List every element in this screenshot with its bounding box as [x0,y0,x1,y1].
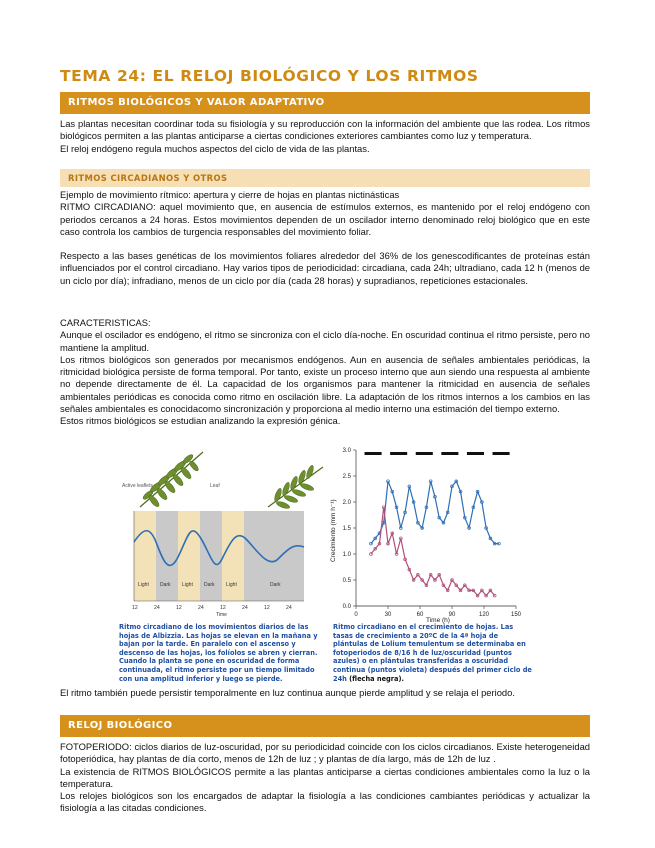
dark-period-bar [441,452,458,455]
x-axis-label: Time [216,612,227,617]
section-header-reloj-biologico: RELOJ BIOLÓGICO [60,715,590,737]
y-axis-label: Crecimiento (mm h⁻¹) [330,499,337,562]
band-label: Light [226,582,237,588]
reloj-text [60,741,590,815]
characteristics-text [60,317,590,428]
dark-period-bar [493,452,510,455]
series-line [371,507,495,595]
x-tick: 12 [220,605,226,611]
paragraph: RITMO CIRCADIANO: aquel movimiento que, en ausencia de estímulos externos, es mantenido por el reloj endógeno con periodos cercanos a 24 horas. Estos movimientos dependen de un oscilador interno denominado reloj biológico que en este caso controla los cambios de turgencia responsables del movimiento foliar. [60,201,590,237]
right-figure-caption [333,623,533,683]
x-tick: 24 [286,605,292,611]
paragraph: CARACTERISTICAS: [60,317,151,328]
left-figure-caption: Ritmo circadiano de los movimientos diarios de las hojas de Albizzia. Las hojas se elevan en la mañana y bajan por la tarde. En paralelo con el ascenso y descenso de las hojas, los folíolos se abren y cierran. Cuando la planta se pone en oscuridad de forma continuada, el ritmo persiste por un tiempo limitado con una amplitud inferior y luego se pierde. [119,623,318,683]
paragraph: FOTOPERIODO: ciclos diarios de luz-oscuridad, por su periodicidad coincide con los ciclos circadianos. Existe heterogeneidad fotoperiódica, hay plantas de día corto, menos de 12h de luz ; y plantas de día largo, más de 12h de luz . [60,741,590,765]
x-tick: 24 [154,605,160,611]
dark-period-bar [390,452,407,455]
paragraph: Los relojes biológicos son los encargados de adaptar la fisiología a las condiciones cambiantes periódicas y actualizar la fisiología a las citadas condiciones. [60,790,590,814]
x-tick-label: 120 [478,612,490,618]
dark-period-bar [416,452,433,455]
x-tick-label: 30 [384,612,392,618]
band-label: Light [138,582,149,588]
dark-period-bar [365,452,382,455]
chart-series [370,480,501,597]
growth-rate-chart [326,442,526,624]
page-title: TEMA 24: EL RELOJ BIOLÓGICO Y LOS RITMOS [60,67,479,85]
circadian-text [60,189,590,287]
y-tick-label: 0.0 [342,604,351,610]
paragraph: La existencia de RITMOS BIOLÓGICOS permite a las plantas anticiparse a ciertas condiciones ambientales como la luz o la temperatura. [60,765,590,789]
y-tick-label: 0.5 [342,578,351,584]
series-line [371,481,499,543]
band-label: Dark [204,582,215,588]
x-tick: 12 [264,605,270,611]
leaf-label: Leaf [210,483,220,489]
caption-emphasis: (flecha negra). [349,674,404,683]
intro-text [60,118,590,155]
section-header-ritmos-circadianos: RITMOS CIRCADIANOS Y OTROS [60,169,590,187]
paragraph: Las plantas necesitan coordinar toda su fisiología y su reproducción con la información del ambiente que las rodea. Los ritmos biológicos permiten a las plantas anticiparse a ciertas condiciones exteriores cambiantes como luz y temperatura. [60,118,590,142]
x-tick-label: 60 [416,612,424,618]
paragraph: Estos ritmos biológicos se estudian analizando la expresión génica. [60,415,341,427]
after-figure-text: El ritmo también puede persistir temporalmente en luz continua aunque pierde amplitud y se relaja el periodo. [60,687,515,698]
x-tick-label: 150 [510,612,522,618]
band-label: Dark [270,582,281,588]
dark-period-bar [467,452,484,455]
paragraph: Respecto a las bases genéticas de los movimientos foliares alrededor del 36% de los genescodificantes de proteínas están influenciados por el control circadiano. Hay varios tipos de periodicidad: circadiana, cada 24h; ultradiano, cada 12 h (menos de un ciclo por día); infradiano, menos de un ciclo por día (cada 28 horas) y supradianos, repeticiones estacionales. [60,250,590,286]
paragraph: Aunque el oscilador es endógeno, el ritmo se sincroniza con el ciclo día-noche. En oscuridad continua el ritmo persiste, pero no mantiene la amplitud. [60,329,590,353]
band-label: Dark [160,582,171,588]
x-tick: 12 [132,605,138,611]
y-tick-label: 2.0 [342,500,351,506]
y-tick-label: 3.0 [342,448,351,454]
leaf-movement-figure [118,447,328,617]
x-tick-label: 0 [354,612,358,618]
x-tick-label: 90 [448,612,456,618]
active-leaflets-label: Active leaflets [122,483,153,489]
band-label: Light [182,582,193,588]
x-tick: 24 [242,605,248,611]
paragraph: Ejemplo de movimiento rítmico: apertura y cierre de hojas en plantas nictinásticas [60,189,400,200]
y-tick-label: 1.5 [342,526,351,532]
caption-text: Ritmo circadiano en el crecimiento de hojas. Las tasas de crecimiento a 20ºC de la 4ª hoja de plántulas de Lolium temulentum se determinaba en fotoperiodos de 8/16 h de luz/oscuridad (puntos azules) o en plántulas transferidas a oscuridad continua (puntos violeta) después del primer ciclo de 24h [333,623,532,683]
paragraph: El reloj endógeno regula muchos aspectos del ciclo de vida de las plantas. [60,142,370,154]
chart-axes [343,448,522,618]
dark-period-markers [365,452,510,455]
x-tick: 24 [198,605,204,611]
section-header-ritmos-biologicos: RITMOS BIOLÓGICOS Y VALOR ADAPTATIVO [60,92,590,114]
x-tick: 12 [176,605,182,611]
y-tick-label: 2.5 [342,474,351,480]
x-axis-label: Time (h) [426,617,450,624]
paragraph: Los ritmos biológicos son generados por mecanismos endógenos. Aun en ausencia de señales ambientales periódicas, la ritmicidad biológica persiste de forma temporal. Por tanto, existe un proceso interno que aun siendo una respuesta al ambiente no depende directamente de él. La capacidad de los organismos para mantener la ritmicidad en ausencia de señales ambientales periódicas es conocida como ritmo en oscilación libre. La adaptación de los ritmos internos a los cambios en las señales ambientales es conocidacomo sincronización y proporciona al medio interno una estimación del tiempo externo. [60,353,590,415]
y-tick-label: 1.0 [342,552,351,558]
